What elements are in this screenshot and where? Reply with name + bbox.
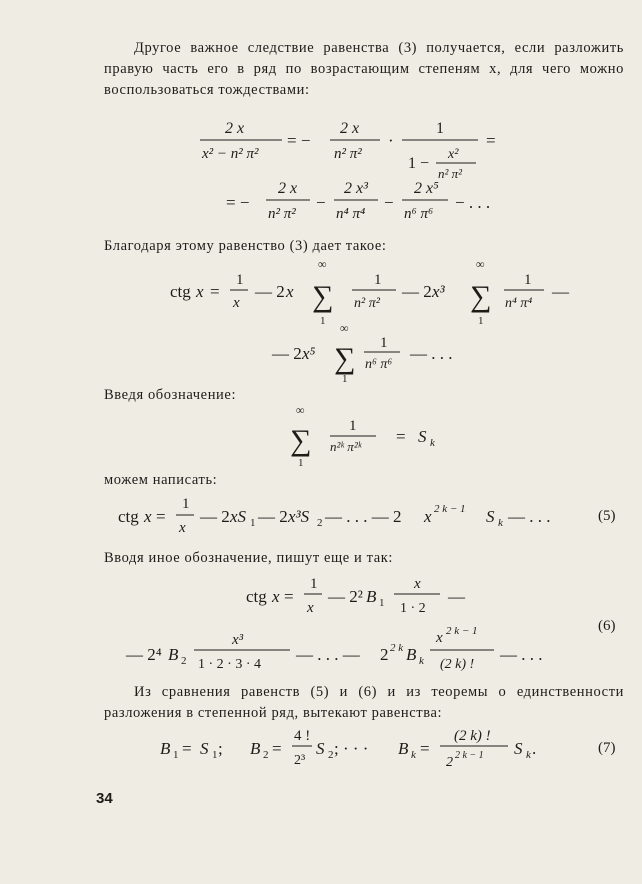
math-text: − <box>384 193 394 212</box>
math-text: 1 <box>478 315 484 327</box>
math-text: x <box>286 282 294 301</box>
math-text: B <box>250 739 261 758</box>
math-text: 1 <box>250 517 256 529</box>
math-text: B <box>160 739 171 758</box>
math-text: 2 x <box>278 180 298 197</box>
math-text: 4 ! <box>294 728 311 744</box>
math-text: = − <box>287 131 311 150</box>
math-text: = <box>486 131 496 150</box>
math-text: 1 <box>342 373 348 385</box>
math-text: − <box>316 193 326 212</box>
math-text: 2 x <box>340 120 360 137</box>
math-text: ctg <box>118 507 139 526</box>
math-text: — 2² <box>328 587 363 606</box>
math-text: 2 k − 1 <box>434 503 466 515</box>
paragraph-write: можем написать: <box>104 472 218 488</box>
math-text: x <box>307 600 314 616</box>
paragraph-another-notation: Вводя иное обозначение, пишут еще и так: <box>104 550 394 566</box>
math-text: . <box>532 739 537 758</box>
page-number: 34 <box>96 790 113 807</box>
math-text: 1 <box>380 335 388 351</box>
math-text: n² π² <box>334 146 362 162</box>
math-text: x² − n² π² <box>202 146 259 162</box>
equation-number-7: (7) <box>598 740 616 756</box>
math-text: 2³ <box>294 753 306 768</box>
math-text: 2 x³ <box>344 180 368 197</box>
math-text: 2 k − 1 <box>446 625 478 637</box>
math-text: B <box>366 587 377 606</box>
math-text: ∞ <box>476 257 485 271</box>
math-text: x <box>424 507 432 526</box>
sigma-symbol: ∑ <box>334 342 356 375</box>
math-text: S <box>514 739 523 758</box>
math-text: 2 k <box>390 642 404 654</box>
math-text: 1 <box>379 597 385 609</box>
equation-ctg-series-svg <box>0 257 642 385</box>
math-text: — <box>448 587 465 606</box>
math-text: n² π² <box>354 296 380 311</box>
math-text: ; · · · <box>334 739 369 758</box>
math-text: 1 <box>436 120 444 137</box>
math-text: 1 <box>320 315 326 327</box>
math-text: = <box>284 587 294 606</box>
math-text: 2 <box>263 749 269 761</box>
math-text: 1 <box>310 576 318 592</box>
math-text: 1 <box>349 418 357 434</box>
math-text: x³S <box>288 507 310 526</box>
math-text: 2 <box>446 755 453 770</box>
math-text: n² π² <box>438 166 463 181</box>
math-text: = − <box>226 193 250 212</box>
math-text: — . . . — <box>296 645 360 664</box>
math-text: — 2 <box>402 282 432 301</box>
math-text: x <box>196 282 204 301</box>
math-text: 1 <box>524 272 532 288</box>
math-text: 1 · 2 <box>400 601 426 616</box>
math-text: — . . . — 2 <box>325 507 402 526</box>
math-text: ctg <box>246 587 267 606</box>
math-text: n² π² <box>268 206 296 222</box>
math-text: — 2 <box>255 282 285 301</box>
math-text: — . . . <box>508 507 551 526</box>
paragraph-thanks: Благодаря этому равенство (3) дает такое: <box>104 238 387 254</box>
math-text: x <box>144 507 152 526</box>
math-text: x⁵ <box>302 344 316 363</box>
math-text: — . . . <box>410 344 453 363</box>
math-text: = <box>420 739 430 758</box>
math-text: n⁴ π⁴ <box>505 296 533 311</box>
equation-identity-svg <box>0 118 642 228</box>
math-text: 1 <box>236 272 244 288</box>
math-text: 1 <box>374 272 382 288</box>
paragraph-notation: Введя обозначение: <box>104 387 237 403</box>
math-text: x <box>179 520 186 536</box>
math-text: ∞ <box>296 403 305 417</box>
math-text: n⁶ π⁶ <box>404 206 434 222</box>
math-text: ctg <box>170 282 191 301</box>
math-text: · <box>388 131 394 150</box>
math-text: − . . . <box>455 193 491 212</box>
math-text: 2 <box>380 645 389 664</box>
math-text: k <box>526 749 531 761</box>
math-text: k <box>430 437 435 449</box>
math-text: n⁶ π⁶ <box>365 357 393 372</box>
math-text: 2 <box>181 655 187 667</box>
math-text: 1 − <box>408 155 430 172</box>
equation-number-6: (6) <box>598 618 616 634</box>
math-text: 1 <box>212 749 218 761</box>
math-text: 1 <box>298 457 304 469</box>
math-text: 1 · 2 · 3 · 4 <box>198 657 261 672</box>
math-text: x <box>436 630 443 646</box>
math-text: — 2 <box>272 344 302 363</box>
math-text: — 2⁴ <box>126 645 162 664</box>
sigma-symbol: ∑ <box>312 280 334 313</box>
math-text: x <box>272 587 280 606</box>
math-text: 2 x⁵ <box>414 180 439 197</box>
math-text: k <box>419 655 424 667</box>
math-text: B <box>398 739 409 758</box>
math-text: (2 k) ! <box>440 657 475 672</box>
equation-number-5: (5) <box>598 508 616 524</box>
math-text: k <box>411 749 416 761</box>
sigma-symbol: ∑ <box>290 424 312 457</box>
paragraph-comparison: Из сравнения равенств (5) и (6) и из теоремы о единственности разложения в степенной ряд, вытекают равенства: <box>104 684 624 721</box>
math-text: 2 x <box>225 120 245 137</box>
math-text: x³ <box>432 282 445 301</box>
sigma-symbol: ∑ <box>470 280 492 313</box>
math-text: xS <box>230 507 247 526</box>
math-text: k <box>498 517 503 529</box>
math-text: S <box>418 427 427 446</box>
math-text: = <box>272 739 282 758</box>
math-text: x² <box>448 147 459 162</box>
math-text: 2 k − 1 <box>455 750 484 761</box>
math-text: ∞ <box>340 321 349 335</box>
math-text: — 2 <box>258 507 288 526</box>
math-text: n²ᵏ π²ᵏ <box>330 439 362 454</box>
math-text: S <box>486 507 495 526</box>
math-text: 1 <box>173 749 179 761</box>
math-text: 1 <box>182 496 190 512</box>
equation-6-svg <box>0 572 642 672</box>
math-text: — 2 <box>200 507 230 526</box>
math-text: x <box>414 576 421 592</box>
paragraph-intro: Другое важное следствие равенства (3) получается, если разложить правую часть его в ряд по возрастающим степеням x, для чего можно воспользоваться тождествами: <box>104 40 624 98</box>
math-text: x <box>233 295 240 311</box>
math-text: n⁴ π⁴ <box>336 206 366 222</box>
math-text: = <box>396 427 406 446</box>
math-text: ; <box>218 739 223 758</box>
math-text: ∞ <box>318 257 327 271</box>
equation-5-svg <box>0 490 642 540</box>
math-text: = <box>182 739 192 758</box>
math-text: 2 <box>317 517 323 529</box>
math-text: S <box>200 739 209 758</box>
math-text: = <box>210 282 220 301</box>
math-text: x³ <box>232 632 244 648</box>
math-text: S <box>316 739 325 758</box>
math-text: — . . . <box>500 645 543 664</box>
math-text: B <box>168 645 179 664</box>
math-text: 2 <box>328 749 334 761</box>
math-text: (2 k) ! <box>454 728 491 744</box>
equation-7-svg <box>0 724 642 774</box>
math-text: — <box>552 282 569 301</box>
math-text: = <box>156 507 166 526</box>
equation-sk-definition-svg <box>0 403 642 476</box>
math-text: B <box>406 645 417 664</box>
